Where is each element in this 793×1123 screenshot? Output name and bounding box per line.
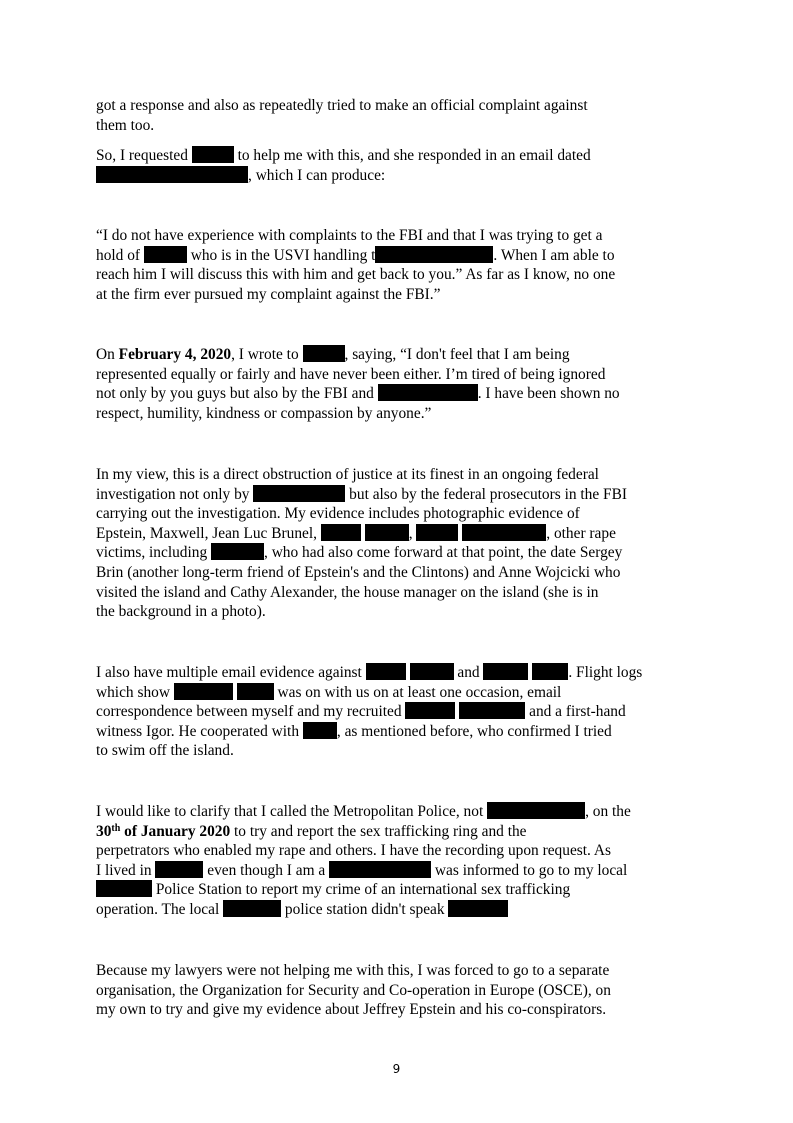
- redaction-bar: [253, 485, 345, 502]
- text-segment: investigation not only by: [96, 485, 254, 503]
- paragraph-february-letter: [96, 345, 706, 423]
- text-segment: Police Station to report my crime of an international sex trafficking: [152, 881, 571, 899]
- text-line: them too.: [96, 116, 155, 134]
- text-line: my own to try and give my evidence about Jeffrey Epstein and his co-conspirators.: [96, 1001, 607, 1019]
- redaction-bar: [144, 246, 187, 263]
- date-bold: February 4, 2020: [118, 346, 232, 363]
- text-line: the background in a photo).: [96, 603, 266, 621]
- date-bold: of January 2020: [120, 822, 231, 840]
- redaction-bar: [462, 524, 546, 541]
- text-line: reach him I will discuss this with him and get back to you.” As far as I know, no one: [96, 266, 616, 284]
- text-segment: was on with us on at least one occasion, email: [273, 683, 562, 701]
- redaction-bar: [329, 861, 431, 878]
- redaction-bar: [365, 524, 409, 541]
- text-segment: On: [96, 346, 119, 363]
- text-segment: police station didn't speak: [281, 900, 449, 918]
- paragraph-obstruction: [96, 465, 706, 622]
- text-segment: was informed to go to my local: [431, 861, 628, 879]
- text-segment: who is in the USVI handling t: [186, 246, 376, 264]
- redaction-bar: [459, 702, 525, 719]
- redaction-bar: [155, 861, 203, 878]
- redaction-bar: [237, 683, 274, 700]
- text-line: at the firm ever pursued my complaint against the FBI.”: [96, 285, 441, 303]
- redaction-bar: [378, 384, 478, 401]
- text-segment: and a first-hand: [525, 703, 626, 721]
- text-line: visited the island and Cathy Alexander, the house manager on the island (she is in: [96, 583, 599, 601]
- date-bold: 30: [96, 822, 112, 840]
- redaction-bar: [375, 246, 493, 263]
- text-segment: witness Igor. He cooperated with: [96, 722, 303, 740]
- paragraph-continuation: [96, 96, 706, 135]
- text-segment: Epstein, Maxwell, Jean Luc Brunel,: [96, 524, 321, 542]
- text-segment: hold of: [96, 246, 144, 264]
- text-line: perpetrators who enabled my rape and others. I have the recording upon request. As: [96, 842, 611, 860]
- redaction-bar: [303, 722, 337, 739]
- text-segment: , which I can produce:: [248, 166, 386, 184]
- page-number: 9: [392, 1062, 401, 1076]
- redaction-bar: [483, 663, 528, 680]
- paragraph-metropolitan-police: [96, 802, 706, 920]
- date-superscript: th: [111, 822, 121, 834]
- paragraph-email-evidence: [96, 663, 706, 761]
- redaction-bar: [410, 663, 454, 680]
- paragraph-request: [96, 146, 706, 185]
- paragraph-email-quote: [96, 226, 706, 304]
- text-segment: I lived in: [96, 861, 156, 879]
- text-line: In my view, this is a direct obstruction of justice at its finest in an ongoing federal: [96, 466, 599, 483]
- redaction-bar: [448, 900, 508, 917]
- text-line: to swim off the island.: [96, 742, 234, 760]
- text-segment: I would like to clarify that I called the Metropolitan Police, not: [96, 803, 488, 820]
- text-line: respect, humility, kindness or compassion by anyone.”: [96, 404, 432, 422]
- text-segment: , other rape: [546, 524, 616, 542]
- text-line: represented equally or fairly and have never been either. I’m tired of being ignored: [96, 365, 606, 383]
- text-line: “I do not have experience with complaints to the FBI and that I was trying to get a: [96, 227, 603, 244]
- redaction-bar: [532, 663, 568, 680]
- text-segment: , as mentioned before, who confirmed I tried: [336, 722, 612, 740]
- redaction-bar: [416, 524, 458, 541]
- redaction-bar: [96, 166, 248, 183]
- text-segment: , who had also come forward at that point, the date Sergey: [264, 544, 623, 562]
- paragraph-osce: [96, 961, 706, 1020]
- text-segment: . I have been shown no: [477, 385, 620, 403]
- text-segment: , on the: [585, 803, 631, 820]
- text-segment: to try and report the sex trafficking ring and the: [230, 822, 527, 840]
- text-segment: I also have multiple email evidence against: [96, 664, 366, 681]
- text-segment: operation. The local: [96, 900, 224, 918]
- text-segment: , saying, “I don't feel that I am being: [344, 346, 570, 363]
- text-line: Because my lawyers were not helping me with this, I was forced to go to a separate: [96, 962, 610, 979]
- text-segment: . When I am able to: [493, 246, 615, 264]
- redaction-bar: [303, 345, 345, 362]
- redaction-bar: [405, 702, 455, 719]
- redaction-bar: [174, 683, 233, 700]
- redaction-bar: [321, 524, 361, 541]
- text-segment: ,: [408, 524, 417, 542]
- redaction-bar: [487, 802, 585, 819]
- redaction-bar: [366, 663, 406, 680]
- text-segment: which show: [96, 683, 174, 701]
- text-segment: So, I requested: [96, 147, 192, 164]
- text-segment: victims, including: [96, 544, 211, 562]
- text-segment: correspondence between myself and my recruited: [96, 703, 406, 721]
- text-segment: , I wrote to: [231, 346, 303, 363]
- text-segment: even though I am a: [203, 861, 330, 879]
- text-segment: . Flight logs: [568, 664, 643, 681]
- text-line: organisation, the Organization for Security and Co-operation in Europe (OSCE), on: [96, 981, 611, 999]
- text-line: Brin (another long-term friend of Epstein's and the Clintons) and Anne Wojcicki who: [96, 563, 621, 581]
- redaction-bar: [211, 543, 264, 560]
- text-segment: and: [453, 664, 484, 681]
- redaction-bar: [223, 900, 281, 917]
- redaction-bar: [192, 146, 234, 163]
- text-segment: to help me with this, and she responded in an email dated: [233, 147, 591, 164]
- text-segment: but also by the federal prosecutors in the FBI: [345, 485, 627, 503]
- redaction-bar: [96, 880, 152, 897]
- text-segment: not only by you guys but also by the FBI and: [96, 385, 378, 403]
- text-line: carrying out the investigation. My evidence includes photographic evidence of: [96, 505, 580, 523]
- text-line: got a response and also as repeatedly tried to make an official complaint against: [96, 97, 588, 114]
